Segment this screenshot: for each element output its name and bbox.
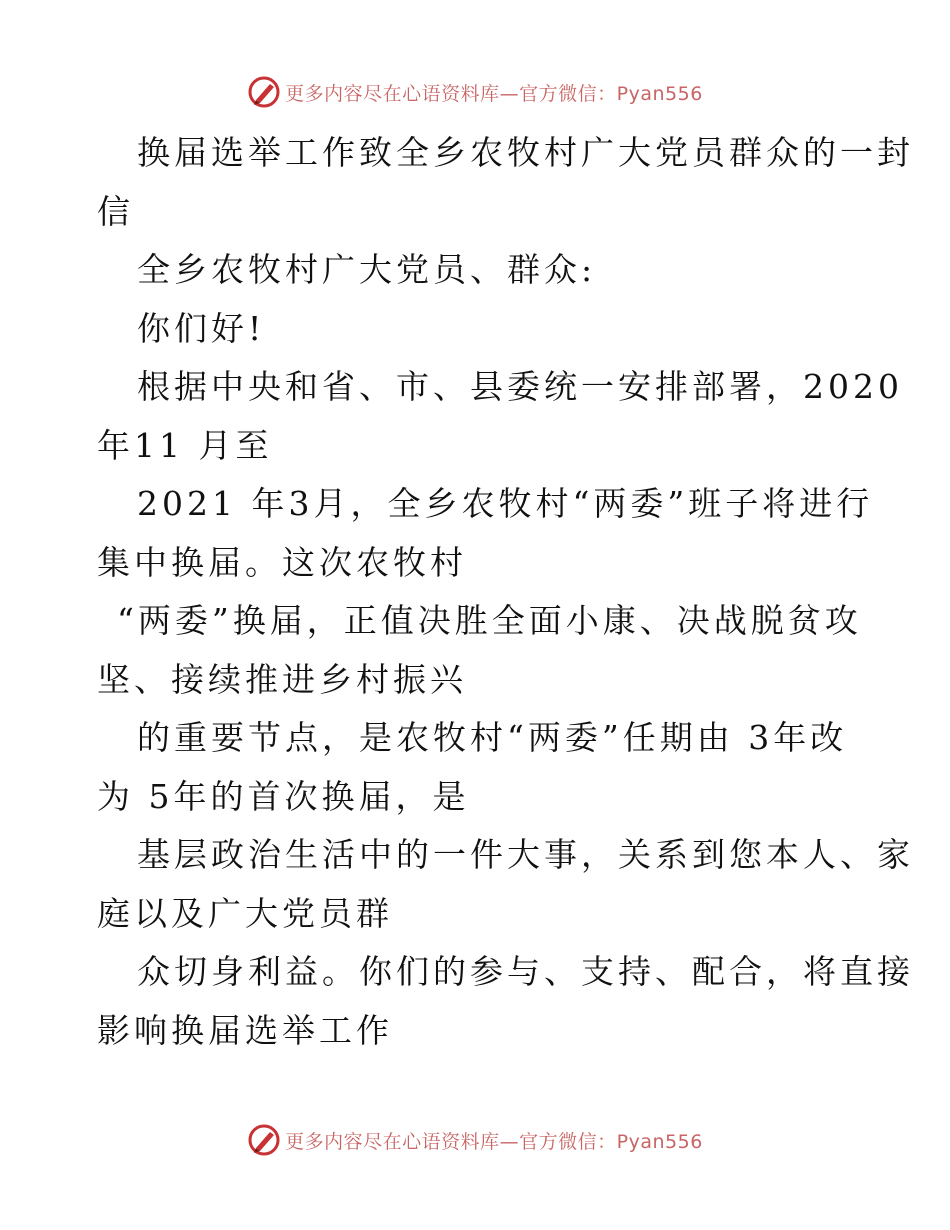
- body-line: 影响换届选举工作: [97, 1010, 393, 1050]
- body-line: 为 5年的首次换届，是: [97, 776, 470, 816]
- salutation: 全乡农牧村广大党员、群众:: [137, 250, 597, 289]
- greeting: 你们好!: [137, 308, 266, 348]
- body-line: 的重要节点，是农牧村“两委”任期由 3年改: [137, 718, 848, 757]
- body-line: 庭以及广大党员群: [97, 893, 393, 933]
- body-line: 2021 年3月，全乡农牧村“两委”班子将进行: [137, 484, 874, 523]
- watermark-text: 更多内容尽在心语资料库—官方微信：Pyan556: [285, 82, 703, 105]
- body-line: 众切身利益。你们的参与、支持、配合，将直接: [137, 952, 914, 991]
- footer-watermark: [0, 1120, 950, 1160]
- pen-logo-icon: [247, 75, 281, 109]
- body-line: 年11 月至: [97, 425, 273, 465]
- header-watermark: [0, 72, 950, 112]
- watermark-text: 更多内容尽在心语资料库—官方微信：Pyan556: [285, 1130, 703, 1153]
- body-line: 根据中央和省、市、县委统一安排部署，2020: [137, 367, 903, 406]
- body-line: 坚、接续推进乡村振兴: [97, 659, 467, 699]
- document-body: [97, 124, 914, 1060]
- body-line: 集中换届。这次农牧村: [97, 542, 467, 582]
- body-line: “两委”换届，正值决胜全面小康、决战脱贫攻: [117, 601, 862, 640]
- document-title-line-2: 信: [97, 191, 134, 231]
- document-title-line-1: 换届选举工作致全乡农牧村广大党员群众的一封: [137, 133, 914, 172]
- body-line: 基层政治生活中的一件大事，关系到您本人、家: [137, 835, 914, 874]
- pen-logo-icon: [247, 1123, 281, 1157]
